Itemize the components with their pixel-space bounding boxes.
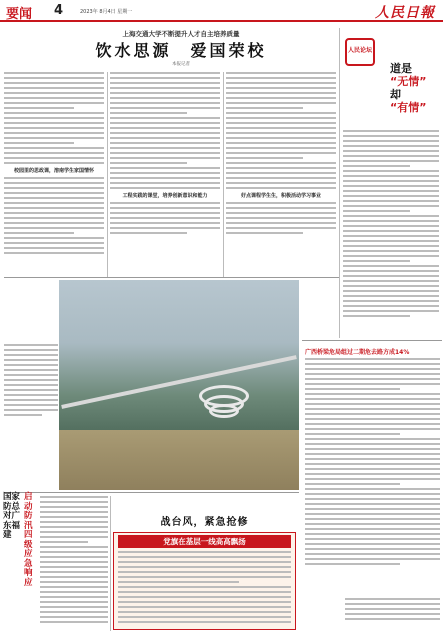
page-number: 4 <box>54 3 64 18</box>
lead-byline: 本报记者 <box>171 62 222 67</box>
bottom-left-headline-red: 启动防汛四级应急响应 <box>24 492 33 588</box>
masthead-date: 2023年 8月4日 星期一 <box>80 9 133 15</box>
right-headline: 广西桥梁危局组过二期危去路方成14% <box>305 349 410 356</box>
subhead-left-1: 校园里的思政课，溶南学生家国情怀 <box>13 168 94 174</box>
lead-column-1 <box>4 72 104 272</box>
bottom-left-headline: 国家防总对广东福建 <box>3 492 21 540</box>
bottom-story-title: 战台风，紧急抢修 <box>160 517 249 528</box>
photo-river <box>59 430 299 490</box>
editorial-title-line-2: “无情” <box>390 75 427 88</box>
masthead <box>0 0 443 22</box>
bottom-left-column <box>40 496 108 631</box>
editorial-badge: 人民论坛 <box>345 38 375 66</box>
news-photo <box>59 280 299 490</box>
bottom-middle-column <box>298 496 302 497</box>
lead-headline: 饮水思源 爱国荣校 <box>95 41 267 60</box>
subhead-mid-2: 好点课程学生生，积极活动学习事业 <box>240 193 321 199</box>
lead-kicker: 上海交通大学不断提升人才自主培养质量 <box>122 30 240 38</box>
bottom-story-subtitle: 党旗在基层一线高高飘扬 <box>118 535 291 548</box>
bottom-story-body <box>118 551 291 627</box>
photo-caption-column <box>4 344 58 434</box>
editorial-title <box>390 62 440 114</box>
editorial-title-line-1: 道是 <box>390 62 412 75</box>
photo-spiral-ramp <box>209 404 239 418</box>
subhead-mid-1: 工程实践的课堂，培养创新意识和能力 <box>122 193 208 199</box>
lead-column-3 <box>226 72 336 272</box>
editorial-title-line-4: “有情” <box>390 101 427 114</box>
editorial-column <box>343 130 439 335</box>
footer-list <box>345 598 440 623</box>
right-story-column <box>305 358 440 588</box>
editorial-title-line-3: 却 <box>390 88 401 101</box>
photo-bridge <box>61 355 297 409</box>
section-name: 要闻 <box>6 7 33 22</box>
lead-column-2 <box>110 72 220 272</box>
paper-name-logo: 人民日報 <box>375 5 435 21</box>
